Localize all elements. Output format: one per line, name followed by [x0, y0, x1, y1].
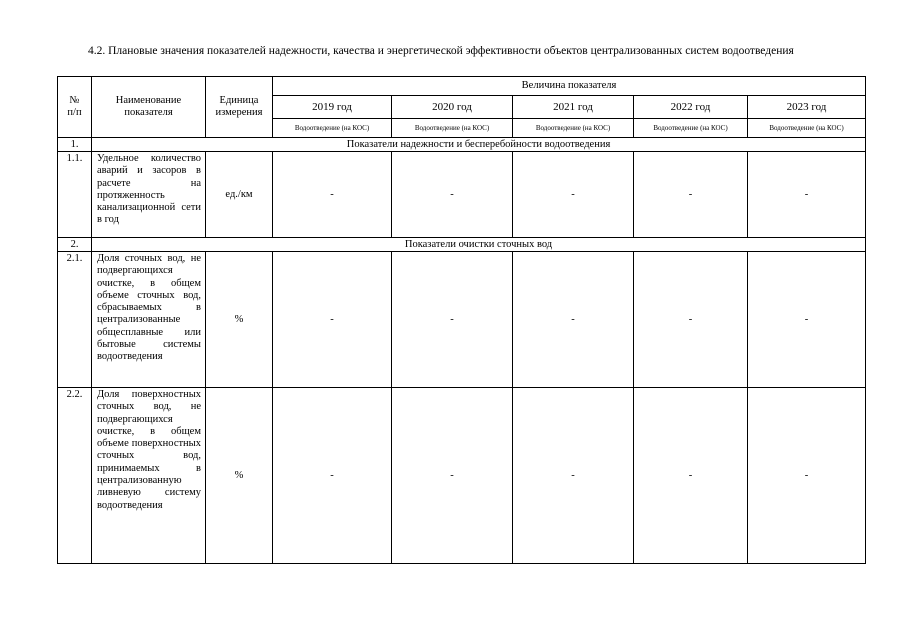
row-name: Доля поверхностных сточных вод, не подвергающихся очистке, в общем объеме поверхностных сточных вод, принимаемых в централизованную ливневую систему водоотведения: [92, 388, 206, 564]
row-num: 1.1.: [58, 152, 92, 238]
header-value: Величина показателя: [273, 77, 866, 96]
row-num: 2.1.: [58, 252, 92, 388]
row-value: -: [634, 252, 748, 388]
table-row: [58, 388, 866, 564]
row-value: -: [273, 252, 392, 388]
header-year: 2019 год: [273, 96, 392, 119]
row-value: -: [748, 252, 866, 388]
row-name: Доля сточных вод, не подвергающихся очистке, в общем объеме сточных вод, сбрасываемых в централизованные общесплавные или бытовые системы водоотведения: [92, 252, 206, 388]
indicators-table: [57, 76, 866, 564]
row-value: -: [273, 152, 392, 238]
row-value: -: [513, 252, 634, 388]
header-sub-label: Водоотведение (на КОС): [634, 119, 748, 138]
section-num: 1.: [58, 138, 92, 152]
row-value: -: [748, 152, 866, 238]
row-value: -: [392, 388, 513, 564]
table-row: [58, 252, 866, 388]
row-num: 2.2.: [58, 388, 92, 564]
section-title: Показатели очистки сточных вод: [92, 238, 866, 252]
header-row-1: [58, 77, 866, 96]
row-value: -: [392, 152, 513, 238]
header-year: 2020 год: [392, 96, 513, 119]
row-unit: %: [206, 252, 273, 388]
row-value: -: [513, 388, 634, 564]
section-title: Показатели надежности и бесперебойности водоотведения: [92, 138, 866, 152]
row-value: -: [634, 152, 748, 238]
section-num: 2.: [58, 238, 92, 252]
header-name: Наименование показателя: [92, 77, 206, 138]
section-heading: [58, 44, 864, 58]
row-value: -: [634, 388, 748, 564]
row-unit: %: [206, 388, 273, 564]
header-year: 2022 год: [634, 96, 748, 119]
section-heading-text: 4.2. Плановые значения показателей надежности, качества и энергетической эффективности объектов централизованных систем водоотведения: [88, 45, 794, 57]
header-num: № п/п: [58, 77, 92, 138]
row-name: Удельное количество аварий и засоров в расчете на протяженность канализационной сети в год: [92, 152, 206, 238]
section-row: [58, 238, 866, 252]
row-unit: ед./км: [206, 152, 273, 238]
row-value: -: [748, 388, 866, 564]
header-sub-label: Водоотведение (на КОС): [273, 119, 392, 138]
header-year: 2023 год: [748, 96, 866, 119]
header-sub-label: Водоотведение (на КОС): [392, 119, 513, 138]
header-sub-label: Водоотведение (на КОС): [748, 119, 866, 138]
header-sub-label: Водоотведение (на КОС): [513, 119, 634, 138]
row-value: -: [392, 252, 513, 388]
header-year: 2021 год: [513, 96, 634, 119]
row-value: -: [513, 152, 634, 238]
table-row: [58, 152, 866, 238]
section-row: [58, 138, 866, 152]
row-value: -: [273, 388, 392, 564]
header-unit: Единица измерения: [206, 77, 273, 138]
